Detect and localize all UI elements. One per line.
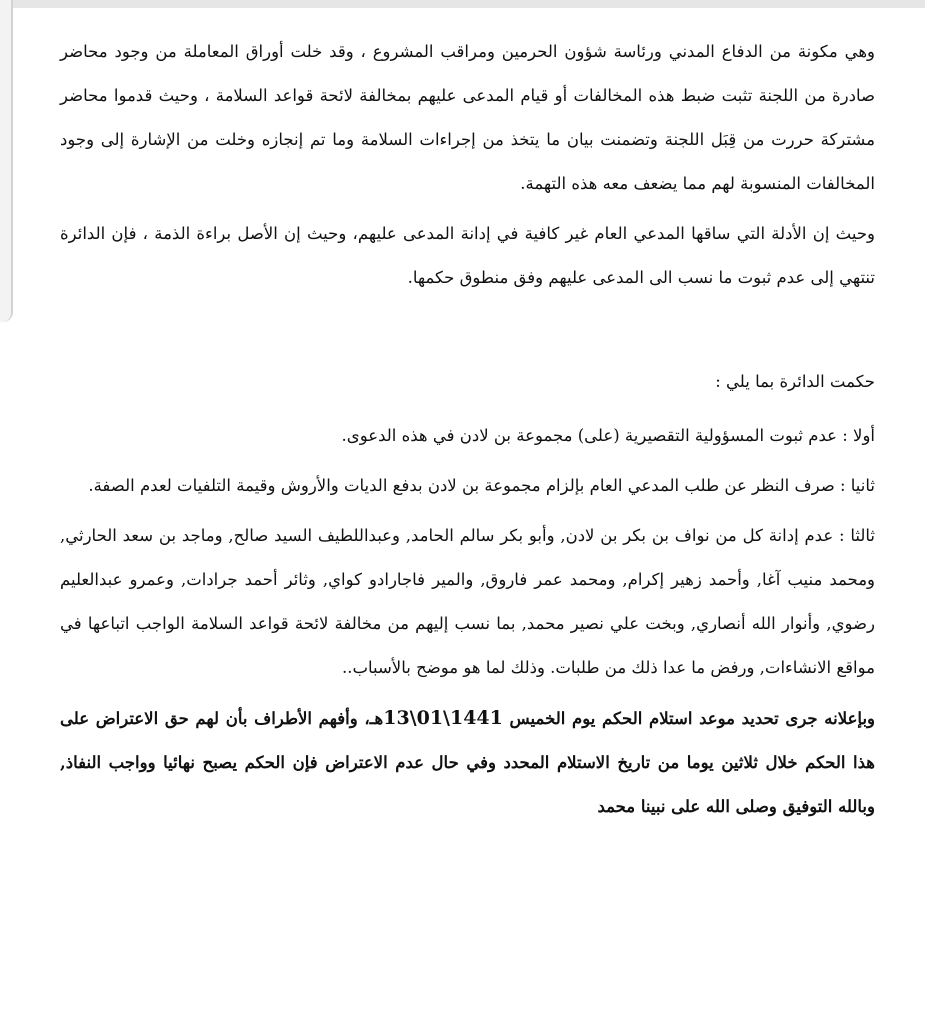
left-scroll-rail[interactable]	[0, 0, 13, 322]
final-notice-text-end: هـ، وأفهم الأطراف بأن لهم حق الاعتراض على هذا الحكم خلال ثلاثين يوما من تاريخ الاستلام المحدد وفي حال عدم الاعتراض فإن الحكم يصبح نهائيا وواجب النفاذ, وبالله التوفيق وصلى الله على نبينا محمد	[60, 709, 875, 816]
paragraph-committee-findings: وهي مكونة من الدفاع المدني ورئاسة شؤون الحرمين ومراقب المشروع ، وقد خلت أوراق المعاملة من وجود محاضر صادرة من اللجنة تثبت ضبط هذه المخالفات أو قيام المدعى عليهم بمخالفة لائحة قواعد السلامة ، وحيث قدموا محاضر مشتركة حررت من قِبَل اللجنة وتضمنت بيان ما يتخذ من إجراءات السلامة وما تم إنجازه وخلت من الإشارة إلى وجود المخالفات المنسوبة لهم مما يضعف معه هذه التهمة.	[60, 42, 875, 193]
judgment-date: 13\01\1441	[383, 707, 503, 729]
document-body	[60, 30, 875, 829]
final-notice-text-start: وبإعلانه جرى تحديد موعد استلام الحكم يوم الخميس	[502, 709, 876, 728]
paragraph-final-notice	[60, 696, 875, 829]
verdict-item-second: ثانيا : صرف النظر عن طلب المدعي العام بإلزام مجموعة بن لادن بدفع الديات والأروش وقيمة التلفيات لعدم الصفة.	[88, 476, 875, 495]
verdict-heading: حكمت الدائرة بما يلي :	[715, 372, 875, 391]
verdict-item-third: ثالثا : عدم إدانة كل من نواف بن بكر بن لادن, وأبو بكر سالم الحامد, وعبداللطيف السيد صالح, وماجد بن سعد الحارثي, ومحمد منيب آغا, وأحمد زهير إكرام, ومحمد عمر فاروق, والمير فاجارادو كواي, وثائر أحمد جرادات, وعمرو عبدالعليم رضوي, وأنوار الله أنصاري, وبخت علي نصير محمد, بما نسب إليهم من مخالفة لائحة قواعد السلامة الواجب اتباعها في مواقع الانشاءات, ورفض ما عدا ذلك من طلبات. وذلك لما هو موضح بالأسباب..	[60, 526, 875, 677]
top-bar	[0, 0, 925, 8]
verdict-item-first: أولا : عدم ثبوت المسؤولية التقصيرية (على) مجموعة بن لادن في هذه الدعوى.	[341, 426, 875, 445]
paragraph-insufficient-evidence: وحيث إن الأدلة التي ساقها المدعي العام غير كافية في إدانة المدعى عليهم، وحيث إن الأصل براءة الذمة ، فإن الدائرة تنتهي إلى عدم ثبوت ما نسب الى المدعى عليهم وفق منطوق حكمها.	[60, 224, 875, 287]
